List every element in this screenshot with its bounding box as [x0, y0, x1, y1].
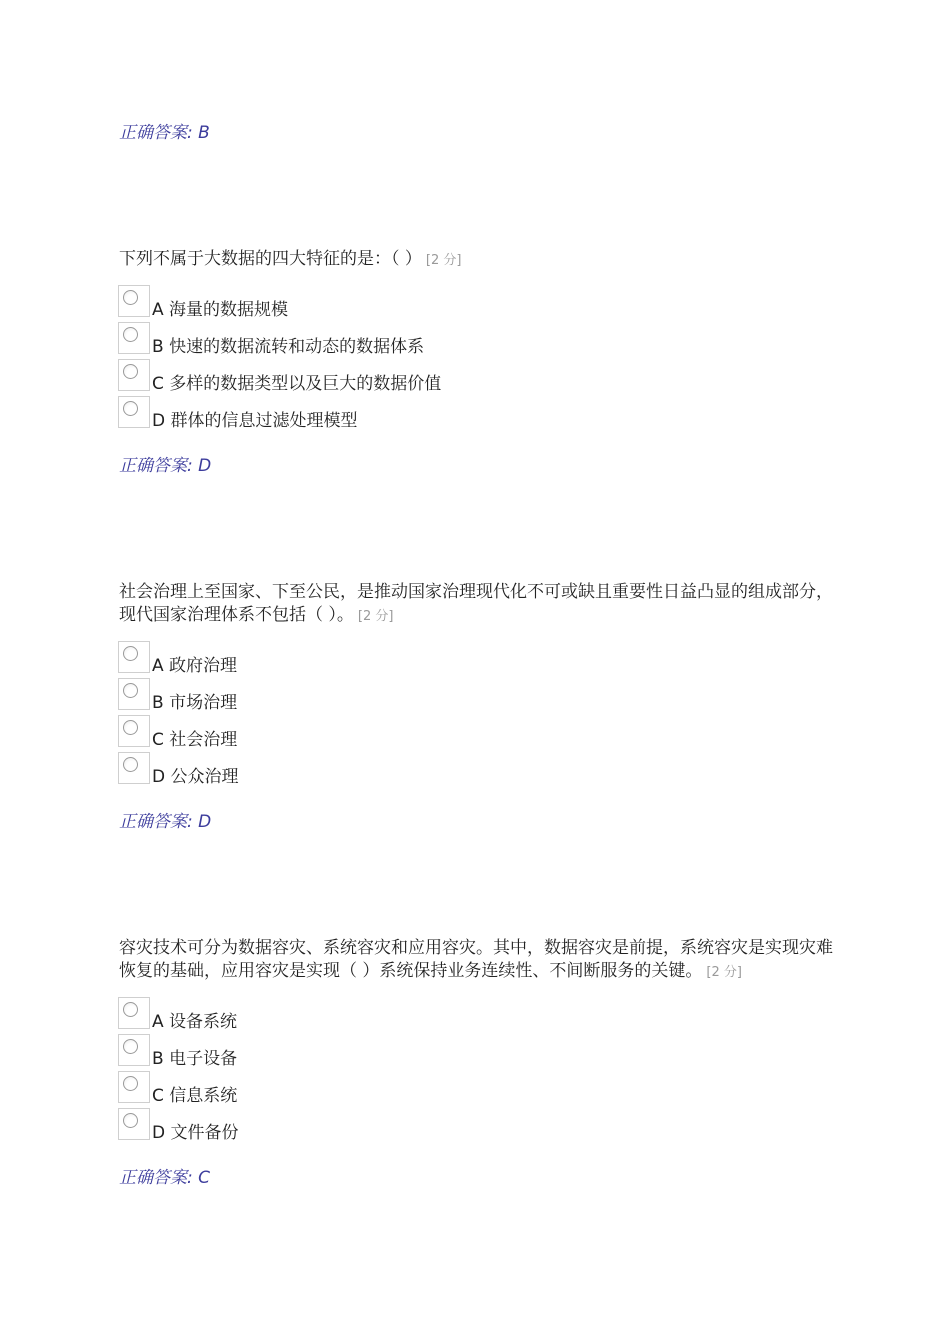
option-label: C 多样的数据类型以及巨大的数据价值 [152, 374, 442, 394]
option-label: A 政府治理 [152, 656, 238, 676]
correct-answer-1: 正确答案: D [119, 456, 212, 476]
correct-answer-0: 正确答案: B [119, 123, 210, 143]
radio-button[interactable] [118, 285, 150, 317]
option-label: D 文件备份 [152, 1123, 239, 1143]
radio-button[interactable] [118, 715, 150, 747]
radio-circle-icon [123, 401, 138, 416]
radio-circle-icon [123, 757, 138, 772]
question-1 [119, 248, 839, 272]
radio-button[interactable] [118, 678, 150, 710]
radio-circle-icon [123, 1076, 138, 1091]
radio-button[interactable] [118, 1034, 150, 1066]
radio-button[interactable] [118, 396, 150, 428]
option-label: B 快速的数据流转和动态的数据体系 [152, 337, 425, 357]
question-2-text: 社会治理上至国家、下至公民，是推动国家治理现代化不可或缺且重要性日益凸显的组成部分，现代国家治理体系不包括（ ）。 [119, 582, 833, 625]
radio-circle-icon [123, 1002, 138, 1017]
radio-circle-icon [123, 720, 138, 735]
radio-button[interactable] [118, 997, 150, 1029]
question-3-score: [2 分] [706, 965, 742, 980]
option-label: A 设备系统 [152, 1012, 238, 1032]
correct-answer-2: 正确答案: D [119, 812, 212, 832]
question-3 [119, 937, 839, 984]
radio-button[interactable] [118, 322, 150, 354]
radio-circle-icon [123, 290, 138, 305]
question-1-text: 下列不属于大数据的四大特征的是：（ ） [119, 249, 422, 269]
radio-circle-icon [123, 1113, 138, 1128]
radio-circle-icon [123, 1039, 138, 1054]
radio-button[interactable] [118, 359, 150, 391]
option-label: D 公众治理 [152, 767, 239, 787]
radio-button[interactable] [118, 641, 150, 673]
option-label: B 电子设备 [152, 1049, 238, 1069]
option-label: C 信息系统 [152, 1086, 238, 1106]
radio-button[interactable] [118, 752, 150, 784]
radio-button[interactable] [118, 1071, 150, 1103]
option-label: C 社会治理 [152, 730, 238, 750]
option-label: B 市场治理 [152, 693, 238, 713]
question-3-text: 容灾技术可分为数据容灾、系统容灾和应用容灾。其中，数据容灾是前提，系统容灾是实现灾难恢复的基础，应用容灾是实现（ ）系统保持业务连续性、不间断服务的关键。 [119, 938, 833, 981]
radio-circle-icon [123, 646, 138, 661]
option-label: A 海量的数据规模 [152, 300, 289, 320]
radio-circle-icon [123, 327, 138, 342]
question-2-score: [2 分] [357, 609, 394, 624]
option-label: D 群体的信息过滤处理模型 [152, 411, 358, 431]
radio-button[interactable] [118, 1108, 150, 1140]
question-1-score: [2 分] [425, 253, 462, 268]
correct-answer-3: 正确答案: C [119, 1168, 211, 1188]
question-2 [119, 581, 839, 628]
radio-circle-icon [123, 364, 138, 379]
radio-circle-icon [123, 683, 138, 698]
